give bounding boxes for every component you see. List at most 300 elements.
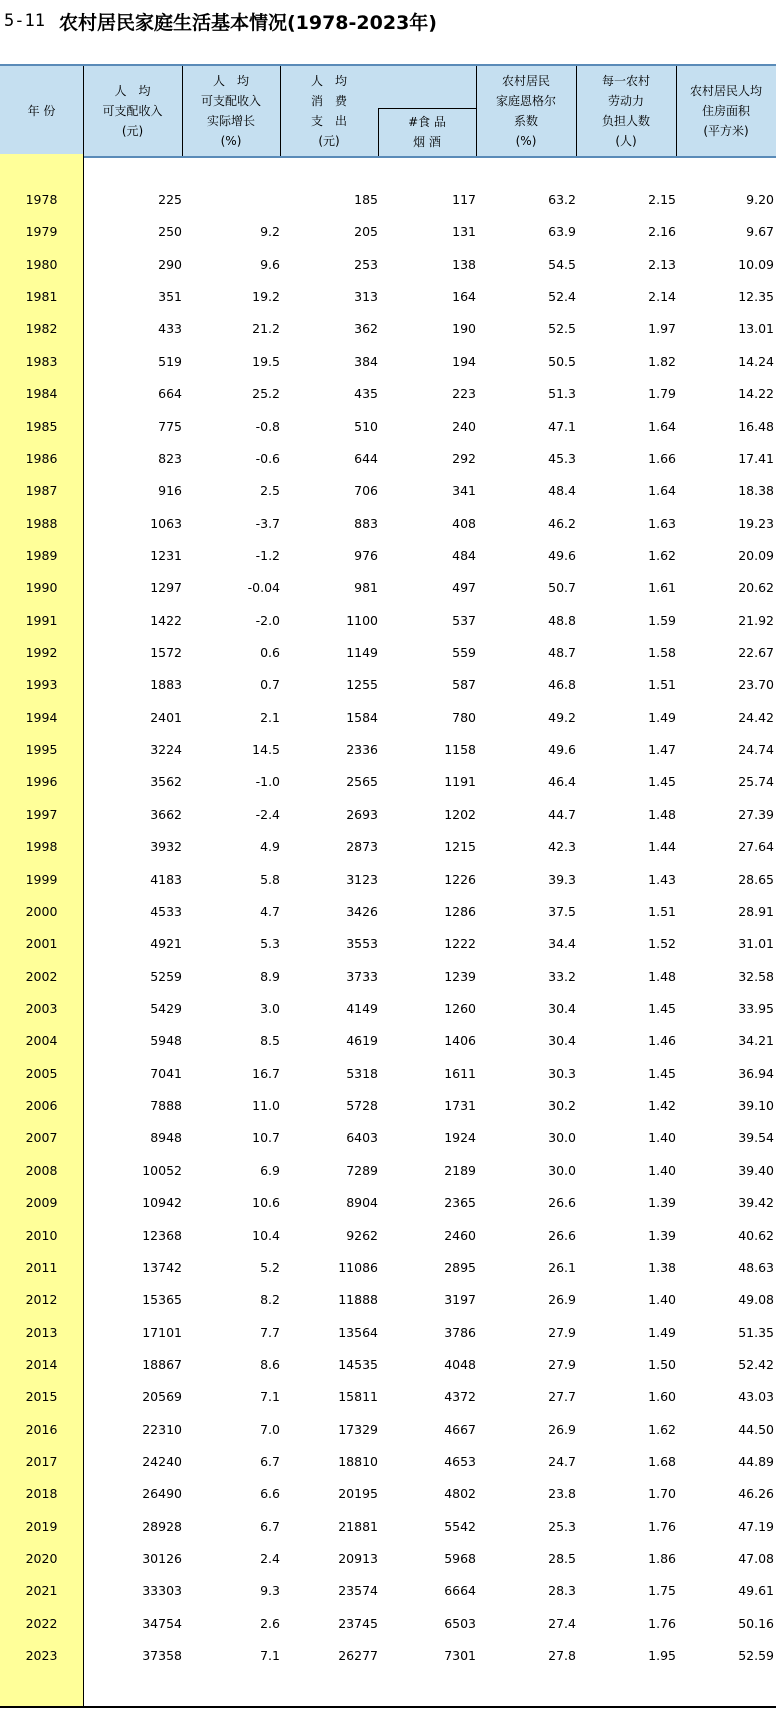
table-row xyxy=(0,896,776,928)
table-row xyxy=(0,669,776,701)
cell-burden: 1.42 xyxy=(648,1098,676,1114)
cell-housing: 28.65 xyxy=(738,871,774,887)
cell-year: 2019 xyxy=(25,1518,58,1534)
cell-food: 138 xyxy=(452,256,476,272)
cell-engel: 52.4 xyxy=(548,289,576,305)
cell-burden: 2.16 xyxy=(648,224,676,240)
cell-housing: 51.35 xyxy=(738,1324,774,1340)
cell-income: 519 xyxy=(158,353,182,369)
cell-consumption: 2336 xyxy=(346,742,378,758)
cell-income: 5429 xyxy=(150,1000,182,1016)
header-burden: 每一农村 劳动力 负担人数 (人) xyxy=(601,74,650,148)
cell-housing: 13.01 xyxy=(738,321,774,337)
header-year: 年 份 xyxy=(27,104,56,118)
cell-engel: 28.3 xyxy=(548,1583,576,1599)
cell-housing: 48.63 xyxy=(738,1259,774,1275)
cell-food: 408 xyxy=(452,515,476,531)
cell-consumption: 20913 xyxy=(338,1551,378,1567)
cell-housing: 20.09 xyxy=(738,547,774,563)
cell-growth: 2.4 xyxy=(260,1551,280,1567)
cell-consumption: 15811 xyxy=(338,1389,378,1405)
cell-consumption: 185 xyxy=(354,192,378,207)
cell-engel: 30.0 xyxy=(548,1162,576,1178)
cell-food: 2365 xyxy=(444,1195,476,1211)
cell-year: 2006 xyxy=(25,1098,58,1114)
table-row xyxy=(0,831,776,863)
cell-consumption: 5728 xyxy=(346,1098,378,1114)
cell-housing: 47.19 xyxy=(738,1518,774,1534)
cell-growth: 2.5 xyxy=(260,483,280,499)
cell-burden: 1.66 xyxy=(648,450,676,466)
cell-food: 7301 xyxy=(444,1648,476,1664)
table-row xyxy=(0,734,776,766)
cell-year: 1987 xyxy=(25,483,58,499)
cell-food: 190 xyxy=(452,321,476,337)
cell-food: 587 xyxy=(452,677,476,693)
cell-food: 223 xyxy=(452,386,476,402)
cell-growth: 6.7 xyxy=(260,1454,280,1470)
cell-engel: 27.7 xyxy=(548,1389,576,1405)
cell-food: 1226 xyxy=(444,871,476,887)
cell-income: 10052 xyxy=(142,1162,182,1178)
cell-food: 4372 xyxy=(444,1389,476,1405)
cell-engel: 30.2 xyxy=(548,1098,576,1114)
cell-food: 537 xyxy=(452,612,476,628)
cell-food: 484 xyxy=(452,547,476,563)
cell-income: 7041 xyxy=(150,1065,182,1081)
cell-food: 3786 xyxy=(444,1324,476,1340)
cell-income: 1883 xyxy=(150,677,182,693)
cell-growth: 4.9 xyxy=(260,839,280,855)
cell-growth: 10.6 xyxy=(252,1195,280,1211)
cell-consumption: 9262 xyxy=(346,1227,378,1243)
cell-consumption: 205 xyxy=(354,224,378,240)
cell-burden: 1.59 xyxy=(648,612,676,628)
cell-engel: 46.4 xyxy=(548,774,576,790)
cell-year: 2005 xyxy=(25,1065,58,1081)
cell-year: 2012 xyxy=(25,1292,58,1308)
cell-consumption: 17329 xyxy=(338,1421,378,1437)
cell-income: 28928 xyxy=(142,1518,182,1534)
cell-growth: 16.7 xyxy=(252,1065,280,1081)
cell-income: 33303 xyxy=(142,1583,182,1599)
cell-growth: 25.2 xyxy=(252,386,280,402)
cell-burden: 1.68 xyxy=(648,1454,676,1470)
cell-burden: 1.58 xyxy=(648,645,676,661)
cell-growth: -2.4 xyxy=(255,806,280,822)
cell-housing: 34.21 xyxy=(738,1033,774,1049)
cell-food: 4048 xyxy=(444,1356,476,1372)
cell-year: 1985 xyxy=(25,418,58,434)
cell-consumption: 3426 xyxy=(346,903,378,919)
header-engel: 农村居民 家庭恩格尔 系数 (%) xyxy=(495,74,556,148)
cell-income: 225 xyxy=(158,192,182,207)
cell-engel: 26.6 xyxy=(548,1195,576,1211)
cell-food: 1239 xyxy=(444,968,476,984)
cell-food: 559 xyxy=(452,645,476,661)
cell-housing: 24.74 xyxy=(738,742,774,758)
header-growth: 人 均 可支配收入 实际增长 (%) xyxy=(200,74,261,148)
table-row xyxy=(0,766,776,798)
cell-engel: 54.5 xyxy=(548,256,576,272)
cell-food: 1202 xyxy=(444,806,476,822)
table-row xyxy=(0,928,776,960)
table-row xyxy=(0,1090,776,1122)
cell-burden: 2.13 xyxy=(648,256,676,272)
cell-housing: 44.50 xyxy=(738,1421,774,1437)
cell-income: 8948 xyxy=(150,1130,182,1146)
cell-engel: 48.7 xyxy=(548,645,576,661)
cell-consumption: 23574 xyxy=(338,1583,378,1599)
cell-housing: 49.61 xyxy=(738,1583,774,1599)
cell-income: 775 xyxy=(158,418,182,434)
cell-burden: 1.47 xyxy=(648,742,676,758)
cell-consumption: 11086 xyxy=(338,1259,378,1275)
cell-income: 20569 xyxy=(142,1389,182,1405)
cell-engel: 50.5 xyxy=(548,353,576,369)
cell-income: 15365 xyxy=(142,1292,182,1308)
cell-year: 1997 xyxy=(25,806,58,822)
cell-housing: 23.70 xyxy=(738,677,774,693)
cell-burden: 1.46 xyxy=(648,1033,676,1049)
cell-engel: 27.4 xyxy=(548,1615,576,1631)
cell-housing: 47.08 xyxy=(738,1551,774,1567)
cell-housing: 20.62 xyxy=(738,580,774,596)
cell-housing: 39.54 xyxy=(738,1130,774,1146)
cell-consumption: 14535 xyxy=(338,1356,378,1372)
table-row xyxy=(0,605,776,637)
cell-growth: 9.6 xyxy=(260,256,280,272)
cell-consumption: 11888 xyxy=(338,1292,378,1308)
table-number: 5-11 xyxy=(4,11,45,31)
cell-growth: 7.1 xyxy=(260,1389,280,1405)
cell-growth: 6.9 xyxy=(260,1162,280,1178)
cell-housing: 12.35 xyxy=(738,289,774,305)
cell-burden: 1.51 xyxy=(648,677,676,693)
cell-consumption: 1149 xyxy=(346,645,378,661)
cell-burden: 1.38 xyxy=(648,1259,676,1275)
cell-burden: 1.40 xyxy=(648,1130,676,1146)
cell-income: 3662 xyxy=(150,806,182,822)
cell-growth: 4.7 xyxy=(260,903,280,919)
cell-consumption: 976 xyxy=(354,547,378,563)
cell-food: 1222 xyxy=(444,936,476,952)
cell-burden: 2.15 xyxy=(648,192,676,207)
cell-year: 2004 xyxy=(25,1033,58,1049)
cell-engel: 45.3 xyxy=(548,450,576,466)
cell-food: 194 xyxy=(452,353,476,369)
cell-housing: 39.10 xyxy=(738,1098,774,1114)
cell-growth: 21.2 xyxy=(252,321,280,337)
cell-growth: 10.7 xyxy=(252,1130,280,1146)
table-row xyxy=(0,313,776,345)
cell-engel: 24.7 xyxy=(548,1454,576,1470)
cell-housing: 39.40 xyxy=(738,1162,774,1178)
cell-year: 2008 xyxy=(25,1162,58,1178)
cell-engel: 39.3 xyxy=(548,871,576,887)
cell-food: 1158 xyxy=(444,742,476,758)
cell-income: 351 xyxy=(158,289,182,305)
cell-income: 18867 xyxy=(142,1356,182,1372)
table-row xyxy=(0,799,776,831)
cell-income: 664 xyxy=(158,386,182,402)
cell-housing: 46.26 xyxy=(738,1486,774,1502)
cell-food: 164 xyxy=(452,289,476,305)
cell-consumption: 1100 xyxy=(346,612,378,628)
cell-food: 1924 xyxy=(444,1130,476,1146)
cell-year: 2000 xyxy=(25,903,58,919)
cell-growth: -2.0 xyxy=(255,612,280,628)
cell-consumption: 2693 xyxy=(346,806,378,822)
cell-year: 2003 xyxy=(25,1000,58,1016)
cell-consumption: 3733 xyxy=(346,968,378,984)
cell-consumption: 384 xyxy=(354,353,378,369)
cell-consumption: 7289 xyxy=(346,1162,378,1178)
cell-growth: 7.7 xyxy=(260,1324,280,1340)
cell-engel: 27.9 xyxy=(548,1324,576,1340)
cell-consumption: 23745 xyxy=(338,1615,378,1631)
cell-engel: 27.8 xyxy=(548,1648,576,1664)
cell-income: 3224 xyxy=(150,742,182,758)
cell-growth: 6.6 xyxy=(260,1486,280,1502)
cell-consumption: 2873 xyxy=(346,839,378,855)
cell-food: 292 xyxy=(452,450,476,466)
cell-engel: 49.2 xyxy=(548,709,576,725)
cell-housing: 25.74 xyxy=(738,774,774,790)
cell-income: 3932 xyxy=(150,839,182,855)
table-row xyxy=(0,1446,776,1478)
cell-food: 117 xyxy=(452,192,476,207)
cell-burden: 1.49 xyxy=(648,1324,676,1340)
cell-consumption: 3553 xyxy=(346,936,378,952)
cell-growth: 2.6 xyxy=(260,1615,280,1631)
cell-burden: 1.63 xyxy=(648,515,676,531)
cell-burden: 1.44 xyxy=(648,839,676,855)
cell-consumption: 3123 xyxy=(346,871,378,887)
cell-consumption: 5318 xyxy=(346,1065,378,1081)
header-consumption: 人 均 消 费 支 出 (元) xyxy=(310,74,347,148)
cell-year: 1983 xyxy=(25,353,58,369)
cell-year: 2021 xyxy=(25,1583,58,1599)
cell-housing: 16.48 xyxy=(738,418,774,434)
table-row xyxy=(0,864,776,896)
cell-year: 1984 xyxy=(25,386,58,402)
cell-growth: 14.5 xyxy=(252,742,280,758)
cell-consumption: 1255 xyxy=(346,677,378,693)
cell-engel: 26.9 xyxy=(548,1292,576,1308)
cell-burden: 1.62 xyxy=(648,547,676,563)
cell-food: 4802 xyxy=(444,1486,476,1502)
table-row xyxy=(0,572,776,604)
table-row xyxy=(0,1575,776,1607)
cell-burden: 1.45 xyxy=(648,774,676,790)
cell-engel: 33.2 xyxy=(548,968,576,984)
cell-growth: 19.2 xyxy=(252,289,280,305)
cell-year: 1982 xyxy=(25,321,58,337)
cell-engel: 27.9 xyxy=(548,1356,576,1372)
cell-growth: 0.7 xyxy=(260,677,280,693)
table-row xyxy=(0,961,776,993)
cell-housing: 50.16 xyxy=(738,1615,774,1631)
cell-engel: 63.9 xyxy=(548,224,576,240)
cell-income: 5948 xyxy=(150,1033,182,1049)
cell-food: 2189 xyxy=(444,1162,476,1178)
cell-food: 6503 xyxy=(444,1615,476,1631)
cell-consumption: 21881 xyxy=(338,1518,378,1534)
table-row xyxy=(0,1478,776,1510)
cell-housing: 52.42 xyxy=(738,1356,774,1372)
cell-housing: 27.39 xyxy=(738,806,774,822)
cell-housing: 9.67 xyxy=(746,224,774,240)
table-row xyxy=(0,702,776,734)
cell-income: 433 xyxy=(158,321,182,337)
cell-housing: 44.89 xyxy=(738,1454,774,1470)
cell-food: 5542 xyxy=(444,1518,476,1534)
cell-growth: -3.7 xyxy=(255,515,280,531)
table-row xyxy=(0,184,776,216)
title-text: 农村居民家庭生活基本情况(1978-2023年) xyxy=(58,11,437,34)
cell-food: 2460 xyxy=(444,1227,476,1243)
cell-income: 1231 xyxy=(150,547,182,563)
cell-burden: 1.40 xyxy=(648,1162,676,1178)
table-row xyxy=(0,475,776,507)
cell-growth: -1.2 xyxy=(255,547,280,563)
cell-burden: 1.70 xyxy=(648,1486,676,1502)
cell-engel: 30.0 xyxy=(548,1130,576,1146)
table-row xyxy=(0,216,776,248)
cell-food: 1191 xyxy=(444,774,476,790)
cell-year: 1990 xyxy=(25,580,58,596)
cell-year: 2015 xyxy=(25,1389,58,1405)
cell-burden: 1.97 xyxy=(648,321,676,337)
cell-growth: 9.2 xyxy=(260,224,280,240)
cell-engel: 46.8 xyxy=(548,677,576,693)
cell-burden: 1.43 xyxy=(648,871,676,887)
cell-engel: 51.3 xyxy=(548,386,576,402)
cell-engel: 63.2 xyxy=(548,192,576,207)
cell-consumption: 18810 xyxy=(338,1454,378,1470)
cell-burden: 1.49 xyxy=(648,709,676,725)
cell-growth: 2.1 xyxy=(260,709,280,725)
table-row xyxy=(0,1608,776,1640)
cell-growth: 3.0 xyxy=(260,1000,280,1016)
cell-growth: 8.5 xyxy=(260,1033,280,1049)
cell-income: 24240 xyxy=(142,1454,182,1470)
cell-housing: 31.01 xyxy=(738,936,774,952)
cell-growth: 5.3 xyxy=(260,936,280,952)
cell-housing: 40.62 xyxy=(738,1227,774,1243)
cell-food: 1731 xyxy=(444,1098,476,1114)
cell-income: 26490 xyxy=(142,1486,182,1502)
cell-income: 3562 xyxy=(150,774,182,790)
cell-food: 6664 xyxy=(444,1583,476,1599)
cell-food: 1215 xyxy=(444,839,476,855)
cell-year: 2002 xyxy=(25,968,58,984)
table-row xyxy=(0,1414,776,1446)
cell-food: 240 xyxy=(452,418,476,434)
cell-growth: 10.4 xyxy=(252,1227,280,1243)
cell-year: 2022 xyxy=(25,1615,58,1631)
cell-growth: -0.04 xyxy=(247,580,280,596)
cell-burden: 1.60 xyxy=(648,1389,676,1405)
cell-housing: 14.22 xyxy=(738,386,774,402)
cell-income: 5259 xyxy=(150,968,182,984)
cell-engel: 48.4 xyxy=(548,483,576,499)
cell-year: 2018 xyxy=(25,1486,58,1502)
cell-engel: 26.9 xyxy=(548,1421,576,1437)
cell-year: 1996 xyxy=(25,774,58,790)
cell-income: 17101 xyxy=(142,1324,182,1340)
cell-housing: 10.09 xyxy=(738,256,774,272)
cell-income: 916 xyxy=(158,483,182,499)
cell-year: 1988 xyxy=(25,515,58,531)
cell-housing: 18.38 xyxy=(738,483,774,499)
cell-income: 12368 xyxy=(142,1227,182,1243)
cell-consumption: 20195 xyxy=(338,1486,378,1502)
cell-engel: 26.1 xyxy=(548,1259,576,1275)
cell-consumption: 313 xyxy=(354,289,378,305)
cell-engel: 34.4 xyxy=(548,936,576,952)
cell-income: 1572 xyxy=(150,645,182,661)
cell-engel: 44.7 xyxy=(548,806,576,822)
cell-year: 2007 xyxy=(25,1130,58,1146)
cell-burden: 1.64 xyxy=(648,418,676,434)
cell-income: 22310 xyxy=(142,1421,182,1437)
cell-year: 2013 xyxy=(25,1324,58,1340)
cell-burden: 1.45 xyxy=(648,1000,676,1016)
table-header xyxy=(0,64,776,158)
cell-burden: 1.64 xyxy=(648,483,676,499)
cell-consumption: 4619 xyxy=(346,1033,378,1049)
cell-food: 1406 xyxy=(444,1033,476,1049)
cell-food: 2895 xyxy=(444,1259,476,1275)
cell-housing: 21.92 xyxy=(738,612,774,628)
cell-housing: 17.41 xyxy=(738,450,774,466)
table-row xyxy=(0,1317,776,1349)
cell-engel: 49.6 xyxy=(548,547,576,563)
cell-housing: 22.67 xyxy=(738,645,774,661)
cell-consumption: 981 xyxy=(354,580,378,596)
cell-housing: 39.42 xyxy=(738,1195,774,1211)
cell-income: 4921 xyxy=(150,936,182,952)
table-row xyxy=(0,346,776,378)
cell-food: 5968 xyxy=(444,1551,476,1567)
cell-housing: 52.59 xyxy=(738,1648,774,1664)
cell-growth: 6.7 xyxy=(260,1518,280,1534)
cell-burden: 1.40 xyxy=(648,1292,676,1308)
cell-engel: 47.1 xyxy=(548,418,576,434)
bottom-rule xyxy=(0,1706,776,1708)
cell-growth: 0.6 xyxy=(260,645,280,661)
table-row xyxy=(0,637,776,669)
cell-consumption: 435 xyxy=(354,386,378,402)
cell-housing: 9.20 xyxy=(746,192,774,207)
cell-income: 2401 xyxy=(150,709,182,725)
table-row xyxy=(0,1640,776,1672)
cell-engel: 26.6 xyxy=(548,1227,576,1243)
cell-income: 37358 xyxy=(142,1648,182,1664)
cell-year: 1991 xyxy=(25,612,58,628)
table-row xyxy=(0,1511,776,1543)
cell-year: 1979 xyxy=(25,224,58,240)
cell-food: 3197 xyxy=(444,1292,476,1308)
cell-growth: 8.9 xyxy=(260,968,280,984)
cell-growth: 8.2 xyxy=(260,1292,280,1308)
cell-engel: 30.4 xyxy=(548,1000,576,1016)
cell-growth: 7.0 xyxy=(260,1421,280,1437)
table-row xyxy=(0,281,776,313)
cell-housing: 32.58 xyxy=(738,968,774,984)
